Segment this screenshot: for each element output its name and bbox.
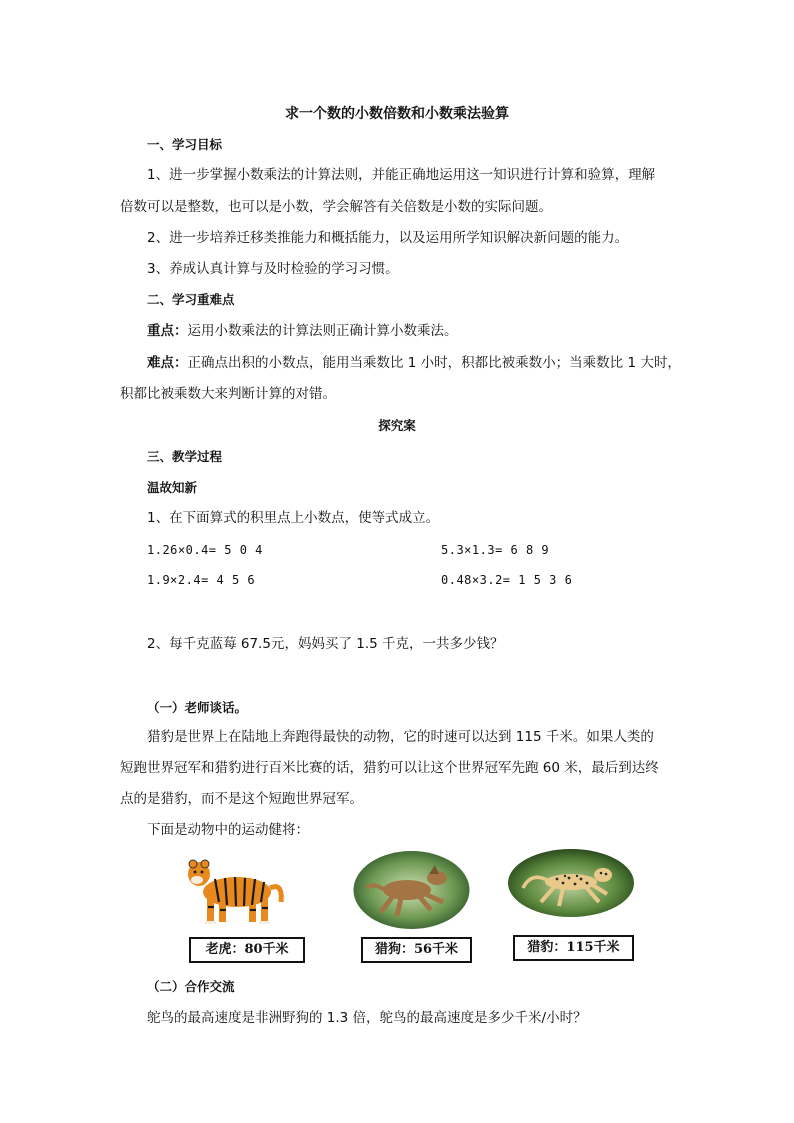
hound-speed-label: 猎狗：56千米: [361, 937, 472, 963]
teacher-talk-heading: （一）老师谈话。: [147, 700, 248, 715]
question-1: 1、在下面算式的积里点上小数点，使等式成立。: [147, 510, 440, 526]
difficulty-text: 正确点出积的小数点，能用当乘数比 1 小时，积都比被乘数小；当乘数比 1 大时，: [187, 355, 681, 371]
difficulty-label: 难点：: [147, 355, 188, 371]
cooperation-heading: （二）合作交流: [147, 979, 235, 994]
section-heading-goals: 一、学习目标: [147, 137, 223, 152]
teacher-talk-line-2: 短跑世界冠军和猎豹进行百米比赛的话，猎豹可以让这个世界冠军先跑 60 米，最后到达终: [120, 760, 659, 776]
question-2: 2、每千克蓝莓 67.5元，妈妈买了 1.5 千克，一共多少钱？: [147, 636, 504, 652]
goal-1-line-2: 倍数可以是整数，也可以是小数，学会解答有关倍数是小数的实际问题。: [120, 199, 552, 215]
explore-heading: 探究案: [378, 418, 416, 433]
key-point: [147, 316, 458, 346]
equation-1: 1.26×0.4= 5 0 4: [147, 543, 263, 557]
goal-3: 3、养成认真计算与及时检验的学习习惯。: [147, 261, 399, 277]
goal-1-line-1: 1、进一步掌握小数乘法的计算法则，并能正确地运用这一知识进行计算和验算，理解: [147, 167, 656, 183]
difficulty-line-2: 积都比被乘数大来判断计算的对错。: [120, 386, 336, 402]
difficulty-line-1: [147, 348, 681, 378]
teacher-talk-line-1: 猎豹是世界上在陆地上奔跑得最快的动物，它的时速可以达到 115 千米。如果人类的: [147, 729, 654, 745]
tiger-speed-label: 老虎：80千米: [189, 937, 305, 963]
cheetah-speed-label: 猎豹：115千米: [513, 935, 634, 961]
page-title: 求一个数的小数倍数和小数乘法验算: [285, 106, 509, 122]
key-point-text: 运用小数乘法的计算法则正确计算小数乘法。: [187, 323, 458, 339]
equation-3: 1.9×2.4= 4 5 6: [147, 573, 256, 587]
goal-2: 2、进一步培养迁移类推能力和概括能力，以及运用所学知识解决新问题的能力。: [147, 230, 629, 246]
teacher-talk-line-3: 点的是猎豹，而不是这个短跑世界冠军。: [120, 791, 363, 807]
review-heading: 温故知新: [147, 480, 198, 495]
athletes-intro: 下面是动物中的运动健将：: [147, 822, 309, 838]
section-heading-process: 三、教学过程: [147, 449, 223, 464]
key-point-label: 重点：: [147, 323, 188, 339]
hound-illustration: [353, 850, 470, 930]
equation-4: 0.48×3.2= 1 5 3 6: [441, 573, 573, 587]
section-heading-key-points: 二、学习重难点: [147, 292, 235, 307]
cheetah-illustration: [507, 848, 635, 918]
equation-2: 5.3×1.3= 6 8 9: [441, 543, 550, 557]
cooperation-question: 鸵鸟的最高速度是非洲野狗的 1.3 倍，鸵鸟的最高速度是多少千米/小时？: [147, 1010, 587, 1026]
tiger-illustration: [185, 852, 285, 928]
